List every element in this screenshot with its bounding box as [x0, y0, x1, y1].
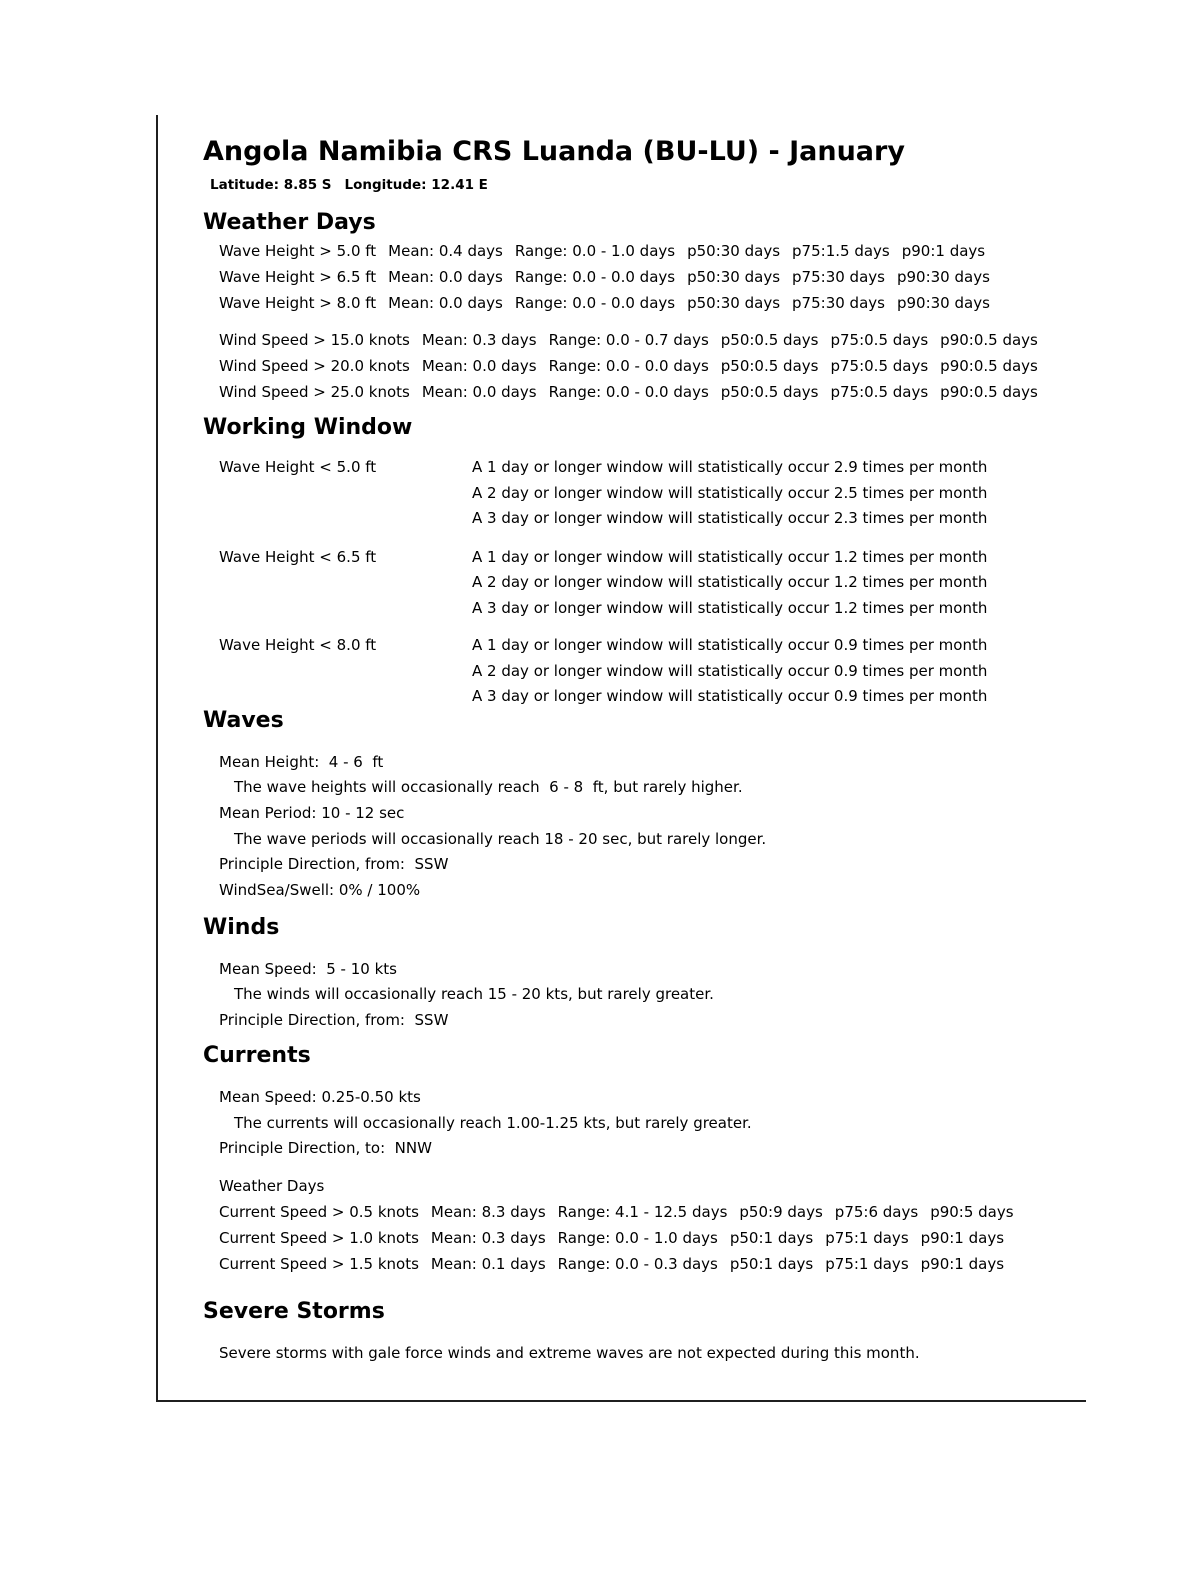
p90-value: p90:0.5 days [940, 331, 1038, 349]
currents-heading: Currents [203, 1042, 311, 1068]
p90-value: p90:1 days [901, 242, 986, 260]
window-occurrence-lines [472, 545, 987, 622]
window-occurrence-line: A 1 day or longer window will statistically occur 2.9 times per month [472, 458, 988, 476]
longitude-value: Longitude: 12.41 E [344, 177, 488, 193]
threshold-label: Wave Height > 6.5 ft [219, 268, 377, 286]
range-value: Range: 0.0 - 0.0 days [514, 268, 676, 286]
p50-value: p50:0.5 days [720, 357, 819, 375]
threshold-label: Wave Height > 8.0 ft [219, 294, 377, 312]
threshold-label: Wind Speed > 15.0 knots [219, 331, 410, 349]
wave-height-note: The wave heights will occasionally reach 6 - 8 ft, but rarely higher. [234, 778, 743, 797]
p75-value: p75:1.5 days [792, 242, 890, 260]
winds-details [219, 957, 1163, 1034]
wave-period-note: The wave periods will occasionally reach 18 - 20 sec, but rarely longer. [234, 829, 767, 848]
current-speed-note: The currents will occasionally reach 1.00-1.25 kts, but rarely greater. [234, 1113, 752, 1132]
page-border-left [156, 115, 158, 1401]
p50-value: p50:1 days [729, 1228, 814, 1247]
range-value: Range: 0.0 - 0.7 days [548, 331, 709, 349]
p90-value: p90:0.5 days [940, 383, 1038, 401]
page-title: Angola Namibia CRS Luanda (BU-LU) - January [203, 136, 905, 167]
window-occurrence-line: A 2 day or longer window will statistically occur 1.2 times per month [472, 573, 988, 591]
severe-storms-heading: Severe Storms [203, 1298, 385, 1324]
coordinates [210, 177, 1163, 193]
wave-height-rows [219, 238, 1163, 316]
p90-value: p90:30 days [896, 294, 990, 312]
mean-value: Mean: 0.0 days [421, 357, 537, 375]
waves-heading: Waves [203, 707, 284, 733]
range-value: Range: 0.0 - 1.0 days [514, 242, 676, 260]
p90-value: p90:0.5 days [940, 357, 1038, 375]
working-window-heading: Working Window [203, 415, 413, 440]
waves-details [219, 750, 1163, 904]
mean-value: Mean: 0.0 days [421, 383, 537, 401]
principle-direction-line: Principle Direction, from: SSW [219, 855, 449, 874]
wave-condition-label: Wave Height < 5.0 ft [219, 458, 377, 476]
mean-value: Mean: 8.3 days [430, 1202, 546, 1221]
mean-value: Mean: 0.1 days [430, 1254, 546, 1273]
wave-condition-label: Wave Height < 8.0 ft [219, 636, 377, 654]
window-occurrence-line: A 3 day or longer window will statistically occur 2.3 times per month [472, 509, 988, 527]
report-content [203, 136, 1163, 1366]
p90-value: p90:1 days [920, 1228, 1005, 1247]
p75-value: p75:0.5 days [830, 383, 929, 401]
weather-day-row [219, 353, 1163, 379]
threshold-label: Wave Height > 5.0 ft [219, 242, 377, 260]
currents-details [219, 1085, 1163, 1162]
mean-value: Mean: 0.3 days [430, 1228, 546, 1247]
weather-days-heading: Weather Days [203, 210, 376, 235]
mean-value: Mean: 0.0 days [388, 294, 503, 312]
weather-day-row [219, 1251, 1163, 1277]
range-value: Range: 0.0 - 0.0 days [548, 357, 709, 375]
page-border-bottom [156, 1400, 1086, 1402]
p50-value: p50:30 days [687, 242, 781, 260]
window-occurrence-lines [472, 455, 987, 532]
weather-days-sublabel: Weather Days [219, 1176, 325, 1195]
weather-day-row [219, 264, 1163, 290]
window-occurrence-line: A 2 day or longer window will statistically occur 2.5 times per month [472, 483, 988, 502]
wave-condition-label: Wave Height < 6.5 ft [219, 547, 377, 566]
threshold-label: Current Speed > 1.0 knots [219, 1228, 419, 1247]
windsea-swell-line: WindSea/Swell: 0% / 100% [219, 881, 421, 900]
p90-value: p90:5 days [930, 1202, 1014, 1221]
p50-value: p50:0.5 days [720, 331, 819, 349]
p75-value: p75:6 days [834, 1202, 919, 1221]
threshold-label: Wind Speed > 20.0 knots [219, 357, 410, 375]
range-value: Range: 0.0 - 1.0 days [557, 1228, 718, 1247]
p50-value: p50:1 days [729, 1254, 814, 1273]
working-window-group [219, 545, 1163, 622]
p50-value: p50:30 days [687, 268, 781, 286]
p50-value: p50:30 days [687, 294, 781, 312]
wind-speed-rows [219, 327, 1163, 405]
p75-value: p75:30 days [792, 294, 885, 312]
mean-height-line: Mean Height: 4 - 6 ft [219, 752, 384, 771]
principle-direction-line: Principle Direction, to: NNW [219, 1139, 432, 1158]
principle-direction-line: Principle Direction, from: SSW [219, 1011, 449, 1030]
range-value: Range: 0.0 - 0.3 days [557, 1254, 718, 1273]
window-occurrence-lines [472, 633, 987, 710]
working-window-group [219, 633, 1163, 710]
weather-day-row [219, 327, 1163, 353]
mean-value: Mean: 0.0 days [388, 268, 503, 286]
threshold-label: Current Speed > 0.5 knots [219, 1202, 419, 1221]
wind-speed-note: The winds will occasionally reach 15 - 20 kts, but rarely greater. [234, 985, 714, 1004]
p75-value: p75:0.5 days [830, 357, 929, 375]
range-value: Range: 0.0 - 0.0 days [514, 294, 676, 312]
weather-day-row [219, 379, 1163, 405]
p50-value: p50:0.5 days [720, 383, 819, 401]
window-occurrence-line: A 1 day or longer window will statistically occur 0.9 times per month [472, 636, 988, 654]
p90-value: p90:1 days [920, 1254, 1005, 1273]
mean-speed-line: Mean Speed: 0.25-0.50 kts [219, 1087, 421, 1106]
mean-period-line: Mean Period: 10 - 12 sec [219, 803, 405, 822]
threshold-label: Current Speed > 1.5 knots [219, 1254, 419, 1273]
p90-value: p90:30 days [896, 268, 990, 286]
weather-day-row [219, 290, 1163, 316]
working-window-group [219, 455, 1163, 532]
range-value: Range: 4.1 - 12.5 days [557, 1202, 728, 1221]
weather-day-row [219, 238, 1163, 264]
p75-value: p75:1 days [825, 1228, 909, 1247]
mean-value: Mean: 0.4 days [388, 242, 503, 260]
winds-heading: Winds [203, 914, 280, 940]
weather-day-row [219, 1225, 1163, 1251]
window-occurrence-line: A 3 day or longer window will statistically occur 0.9 times per month [472, 687, 988, 705]
p75-value: p75:0.5 days [830, 331, 929, 349]
current-speed-rows [219, 1199, 1163, 1277]
window-occurrence-line: A 1 day or longer window will statistically occur 1.2 times per month [472, 547, 988, 566]
mean-value: Mean: 0.3 days [421, 331, 537, 349]
p50-value: p50:9 days [739, 1202, 823, 1221]
weather-day-row [219, 1199, 1163, 1225]
mean-speed-line: Mean Speed: 5 - 10 kts [219, 959, 397, 978]
p75-value: p75:30 days [792, 268, 885, 286]
window-occurrence-line: A 3 day or longer window will statistically occur 1.2 times per month [472, 598, 988, 617]
range-value: Range: 0.0 - 0.0 days [548, 383, 709, 401]
threshold-label: Wind Speed > 25.0 knots [219, 383, 410, 401]
p75-value: p75:1 days [825, 1254, 909, 1273]
latitude-value: Latitude: 8.85 S [210, 177, 332, 193]
window-occurrence-line: A 2 day or longer window will statistically occur 0.9 times per month [472, 661, 988, 680]
severe-storms-text: Severe storms with gale force winds and extreme waves are not expected during this month. [219, 1343, 920, 1362]
